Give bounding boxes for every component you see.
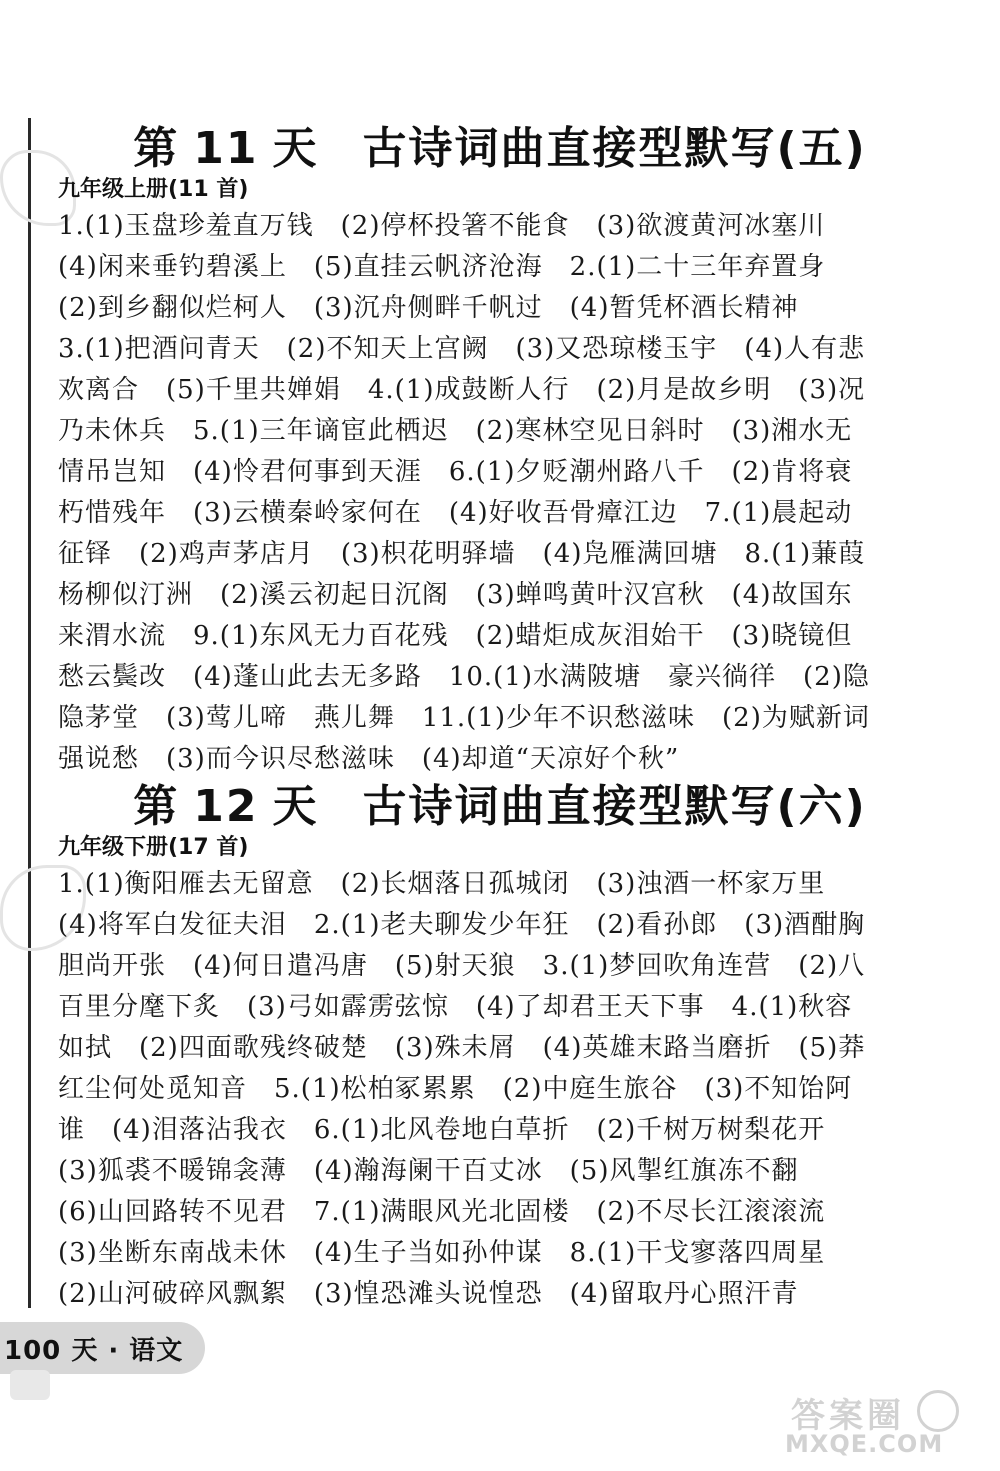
answer-line: 谁 (4)泪落沾我衣 6.(1)北风卷地白草折 (2)千树万树梨花开 (58, 1115, 826, 1145)
answer-line: 隐茅堂 (3)莺儿啼 燕儿舞 11.(1)少年不识愁滋味 (2)为赋新词 (58, 703, 870, 733)
answer-line: 如拭 (2)四面歌残终破楚 (3)殊未屑 (4)英雄末路当磨折 (5)莽 (58, 1033, 866, 1063)
answer-line: 强说愁 (3)而今识尽愁滋味 (4)却道“天凉好个秋” (58, 744, 680, 774)
answer-line: 杨柳似汀洲 (2)溪云初起日沉阁 (3)蝉鸣黄叶汉宫秋 (4)故国东 (58, 580, 853, 610)
title-day-number: 11 (193, 123, 259, 174)
watermark (765, 1388, 975, 1460)
watermark-text: 答案圈 (791, 1396, 905, 1436)
answer-line: 百里分麾下炙 (3)弓如霹雳弦惊 (4)了却君王天下事 4.(1)秋容 (58, 992, 853, 1022)
title-prefix: 第 (133, 123, 180, 174)
answer-line: 朽惜残年 (3)云横秦岭家何在 (4)好收吾骨瘴江边 7.(1)晨起动 (58, 498, 853, 528)
watermark-url: MXQE.COM (785, 1430, 944, 1458)
answer-line: 乃未休兵 5.(1)三年谪宦此栖迟 (2)寒林空见日斜时 (3)湘水无 (58, 416, 853, 446)
section-title-day11 (0, 112, 1000, 176)
grade-label: 九年级下册(17 首) (58, 835, 249, 860)
title-text: 古诗词曲直接型默写(六) (362, 781, 867, 832)
section-title-day12 (0, 770, 1000, 834)
title-text: 古诗词曲直接型默写(五) (362, 123, 867, 174)
title-day-number: 12 (193, 781, 259, 832)
answer-line: 情吊岂知 (4)怜君何事到天涯 6.(1)夕贬潮州路八千 (2)肯将衰 (58, 457, 853, 487)
title-unit: 天 (272, 781, 319, 832)
answer-line: 征铎 (2)鸡声茅店月 (3)枳花明驿墙 (4)凫雁满回塘 8.(1)蒹葭 (58, 539, 866, 569)
answer-line: (2)到乡翻似烂柯人 (3)沉舟侧畔千帆过 (4)暂凭杯酒长精神 (58, 293, 799, 323)
answer-line: 红尘何处觅知音 5.(1)松柏冢累累 (2)中庭生旅谷 (3)不知饴阿 (58, 1074, 853, 1104)
grade-label: 九年级上册(11 首) (58, 177, 249, 202)
answer-line: (2)山河破碎风飘絮 (3)惶恐滩头说惶恐 (4)留取丹心照汗青 (58, 1279, 799, 1309)
title-unit: 天 (272, 123, 319, 174)
answer-line: (6)山回路转不见君 7.(1)满眼风光北固楼 (2)不尽长江滚滚流 (58, 1197, 826, 1227)
answer-line: (3)坐断东南战未休 (4)生子当如孙仲谋 8.(1)干戈寥落四周星 (58, 1238, 826, 1268)
answer-line: 欢离合 (5)千里共婵娟 4.(1)成鼓断人行 (2)月是故乡明 (3)况 (58, 375, 866, 405)
answer-line: 愁云鬓改 (4)蓬山此去无多路 10.(1)水满陂塘 豪兴徜徉 (2)隐 (58, 662, 870, 692)
answer-line: (3)狐裘不暖锦衾薄 (4)瀚海阑干百丈冰 (5)风掣红旗冻不翻 (58, 1156, 799, 1186)
title-prefix: 第 (133, 781, 180, 832)
watermark-seal-icon (917, 1390, 959, 1432)
answer-line: 1.(1)玉盘珍羞直万钱 (2)停杯投箸不能食 (3)欲渡黄河冰塞川 (58, 211, 826, 241)
margin-rule (28, 118, 31, 1308)
answer-line: (4)闲来垂钓碧溪上 (5)直挂云帆济沧海 2.(1)二十三年弃置身 (58, 252, 826, 282)
answer-line: 1.(1)衡阳雁去无留意 (2)长烟落日孤城闭 (3)浊酒一杯家万里 (58, 869, 826, 899)
answer-line: 3.(1)把酒问青天 (2)不知天上宫阙 (3)又恐琼楼玉宇 (4)人有悲 (58, 334, 866, 364)
answer-line: 胆尚开张 (4)何日遣冯唐 (5)射天狼 3.(1)梦回吹角连营 (2)八 (58, 951, 866, 981)
answer-line: (4)将军白发征夫泪 2.(1)老夫聊发少年狂 (2)看孙郎 (3)酒酣胸 (58, 910, 866, 940)
footer-label: 100 天 · 语文 (4, 1336, 184, 1366)
bleed-through-mark (10, 1370, 50, 1400)
answer-line: 来渭水流 9.(1)东风无力百花残 (2)蜡炬成灰泪始干 (3)晓镜但 (58, 621, 853, 651)
